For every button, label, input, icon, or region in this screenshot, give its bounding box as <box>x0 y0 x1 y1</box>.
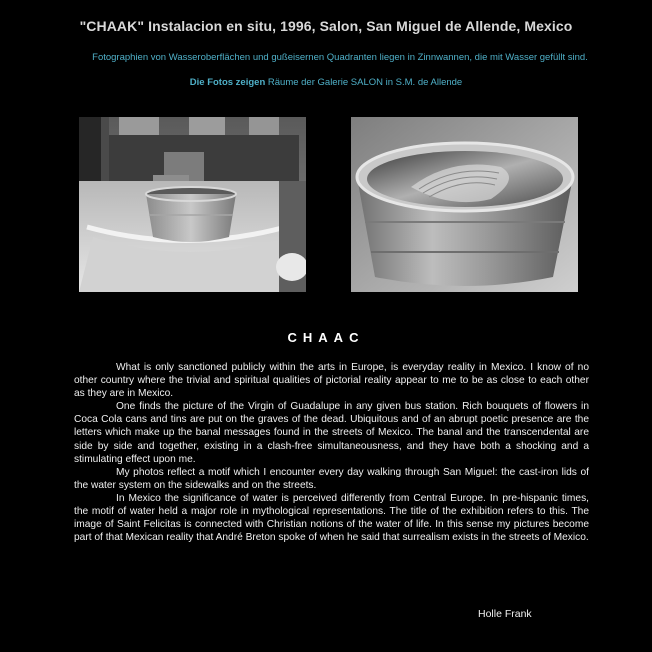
article-paragraph: One finds the picture of the Virgin of Guadalupe in any given bus station. Rich bouquets of flowers in Coca Cola cans and tins are put on the graves of the dead. Ubiquitous and of an abrupt poetic presence are the letters which make up the banal messages found in the streets of Mexico. The banal and the transcendental are side by side and together, existing in a clash-free simultaneousness, and they have both a shocking and a stimulating effect upon me. <box>74 401 589 465</box>
subtitle-photos-text: Räume der Galerie SALON in S.M. de Allende <box>265 77 463 88</box>
author-signature: Holle Frank <box>478 608 532 620</box>
page-title: "CHAAK" Instalacion en situ, 1996, Salon, San Miguel de Allende, Mexico <box>79 18 573 34</box>
article-heading: CHAAC <box>287 330 365 345</box>
subtitle-photos-label: Die Fotos zeigen <box>189 77 266 88</box>
photo-tin-tub <box>351 117 578 292</box>
article-paragraph: In Mexico the significance of water is perceived differently from Central Europe. In pre-hispanic times, the motif of water held a major role in mythological representations. The title of the exhibition refers to this. The image of Saint Felicitas is connected with Christian notions of the water of life. In this sense my pictures become part of that Mexican reality that André Breton spoke of when he said that surrealism exists in the streets of Mexico. <box>74 492 589 544</box>
subtitle-description: Fotographien von Wasseroberflächen und gußeisernen Quadranten liegen in Zinnwannen, die mit Wasser gefüllt sind. <box>92 52 588 63</box>
article-body <box>74 361 589 544</box>
article-paragraph: What is only sanctioned publicly within the arts in Europe, is everyday reality in Mexico. I know of no other country where the trivial and spiritual qualities of pictorial reality appear to me to be as close to each other as they are in Mexico. <box>74 362 589 400</box>
photo-gallery-room <box>79 117 306 292</box>
subtitle-photos-info <box>0 77 652 88</box>
article-paragraph: My photos reflect a motif which I encounter every day walking through San Miguel: the cast-iron lids of the water system on the sidewalks and on the streets. <box>74 466 589 491</box>
